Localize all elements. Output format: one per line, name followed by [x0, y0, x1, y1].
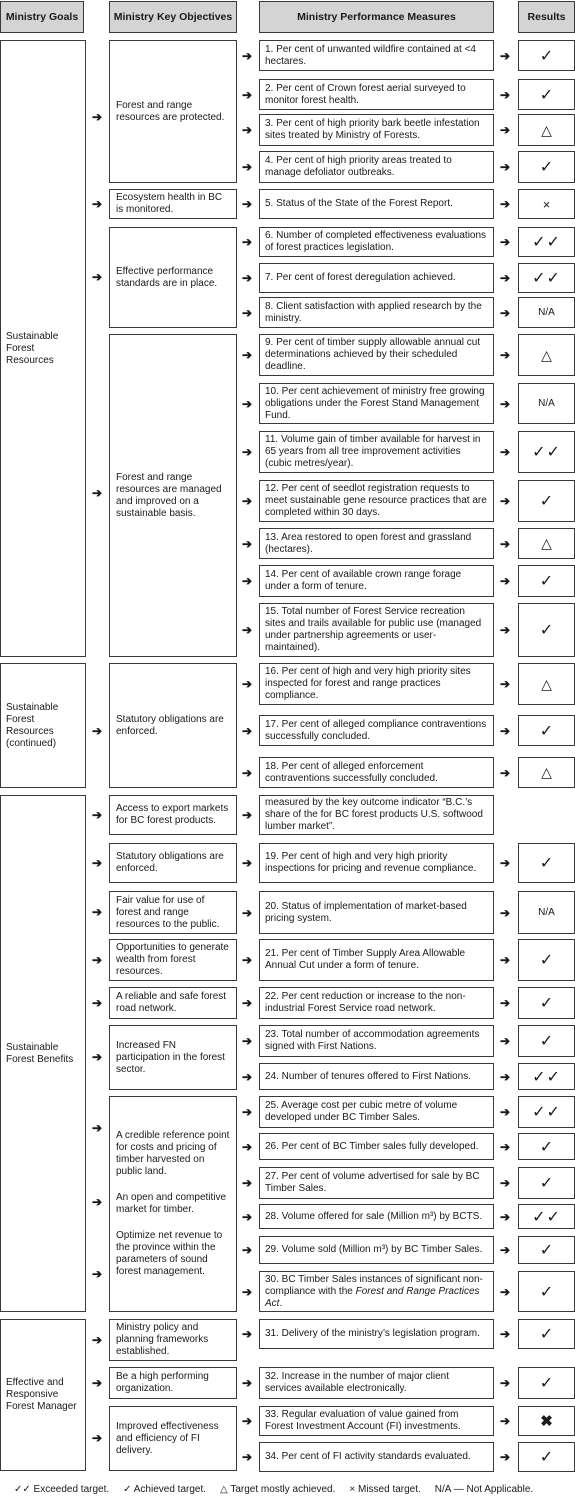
measure-text: 29. Volume sold (Million m³) by BC Timber Sales. [265, 1244, 483, 1255]
arrow-icon: ➔ [242, 271, 253, 285]
measure-row [259, 1096, 494, 1128]
arrow-icon: ➔ [500, 1105, 511, 1119]
arrow-icon: ➔ [500, 1139, 511, 1154]
bold-x-mark-icon: ✖ [540, 1413, 553, 1430]
objective-label: Fair value for use of forest and range resources to the public. [116, 894, 220, 930]
measure-text: 28. Volume offered for sale (Million m³) by BCTS. [265, 1210, 483, 1222]
exceeded-check-icon: ✓✓ [532, 1104, 561, 1121]
arrow-icon: ➔ [500, 494, 511, 508]
measure-text: 17. Per cent of alleged compliance contraventions successfully concluded. [265, 718, 487, 742]
objective-label: Effective performance standards are in place. [116, 265, 218, 289]
measure-row [259, 528, 494, 559]
result-cell [518, 1167, 575, 1199]
result-cell [518, 151, 575, 183]
arrow-icon: ➔ [500, 1327, 511, 1341]
legend-mostly: △ Target mostly achieved. [220, 1484, 336, 1495]
measure-row [259, 565, 494, 597]
measure-text: 12. Per cent of seedlot registration requests to meet sustainable gene resource practices that are completed within 30 days. [265, 483, 487, 518]
arrow-icon: ➔ [92, 1376, 103, 1390]
arrow-icon: ➔ [500, 1414, 511, 1428]
arrow-icon: ➔ [92, 1195, 103, 1209]
measure-row [259, 79, 494, 110]
arrow-icon: ➔ [92, 996, 103, 1010]
check-icon: ✓ [539, 1449, 554, 1466]
arrow-icon: ➔ [500, 1034, 511, 1048]
arrow-icon: ➔ [242, 160, 253, 174]
measure-text: 33. Regular evaluation of value gained from Forest Investment Account (FI) investments. [265, 1409, 461, 1432]
check-icon: ✓ [539, 1326, 554, 1343]
arrow-icon: ➔ [500, 1176, 511, 1190]
goal-label: Sustainable Forest Benefits [6, 1041, 74, 1065]
result-cell [518, 1204, 575, 1229]
result-cell [518, 1236, 575, 1264]
arrow-icon: ➔ [242, 445, 253, 459]
triangle-icon: △ [541, 675, 552, 692]
measure-text: 7. Per cent of forest deregulation achieved. [265, 272, 456, 283]
measure-row [259, 843, 494, 883]
arrow-icon: ➔ [242, 1243, 253, 1257]
objective-label: Optimize net revenue to the province within the parameters of sound forest management. [116, 1230, 223, 1277]
result-cell [518, 603, 575, 657]
objective-label: Opportunities to generate wealth from forest resources. [116, 942, 229, 977]
arrow-icon: ➔ [92, 1121, 103, 1135]
goal-sustainable-forest-resources [0, 40, 86, 657]
objective-box [109, 1367, 237, 1399]
arrow-icon: ➔ [92, 270, 103, 284]
arrow-icon: ➔ [242, 48, 253, 63]
arrow-icon: ➔ [242, 1105, 253, 1119]
measure-row [259, 227, 494, 257]
objective-label: Forest and range resources are protected. [116, 99, 225, 123]
result-cell [518, 189, 575, 219]
arrow-icon: ➔ [242, 1376, 253, 1390]
goal-label: Sustainable Forest Resources [6, 330, 59, 366]
measure-text: 21. Per cent of Timber Supply Area Allowable Annual Cut under a form of tenure. [265, 948, 466, 971]
arrow-icon: ➔ [92, 905, 103, 919]
header-results-label: Results [527, 10, 566, 23]
result-cell [518, 939, 575, 981]
measure-row [259, 757, 494, 788]
measure-row [259, 1367, 494, 1399]
objective-box [109, 795, 237, 835]
arrow-icon: ➔ [242, 1139, 253, 1154]
objective-box [109, 1025, 237, 1090]
check-icon: ✓ [539, 1375, 554, 1392]
triangle-icon: △ [541, 346, 552, 363]
header-goals-label: Ministry Goals [5, 10, 79, 23]
arrow-icon: ➔ [92, 1050, 103, 1064]
measure-text: 18. Per cent of alleged enforcement contraventions successfully concluded. [265, 760, 438, 784]
check-icon: ✓ [539, 159, 554, 176]
measure-row [259, 189, 494, 219]
measure-text: 26. Per cent of BC Timber sales fully developed. [265, 1140, 479, 1152]
measure-row [259, 297, 494, 328]
measure-text: 23. Total number of accommodation agreements signed with First Nations. [265, 1029, 480, 1052]
arrow-icon: ➔ [242, 1327, 253, 1341]
result-cell [518, 383, 575, 424]
arrow-icon: ➔ [242, 623, 253, 637]
arrow-icon: ➔ [242, 1284, 253, 1299]
check-icon: ✓ [539, 995, 554, 1012]
arrow-icon: ➔ [242, 536, 253, 551]
measure-text: 25. Average cost per cubic metre of volume developed under BC Timber Sales. [265, 1100, 458, 1123]
check-icon: ✓ [539, 1175, 554, 1192]
result-cell [518, 843, 575, 883]
arrow-icon: ➔ [500, 48, 511, 63]
measure-row [259, 1236, 494, 1264]
arrow-icon: ➔ [242, 723, 253, 738]
arrow-icon: ➔ [500, 536, 511, 551]
exceeded-check-icon: ✓✓ [532, 234, 561, 251]
arrow-icon: ➔ [92, 1431, 103, 1445]
check-icon: ✓ [539, 493, 554, 510]
measure-text: 9. Per cent of timber supply allowable annual cut determinations achieved by their scheduled deadline. [265, 337, 481, 372]
measure-text: 4. Per cent of high priority areas treated to manage defoliator outbreaks. [265, 155, 452, 178]
arrow-icon: ➔ [242, 677, 253, 691]
goal-label: Effective and Responsive Forest Manager [6, 1377, 77, 1412]
result-cell [518, 227, 575, 257]
na-label: N/A [538, 307, 555, 318]
measure-row [259, 1167, 494, 1199]
arrow-icon: ➔ [242, 765, 253, 780]
objective-label: Ministry policy and planning frameworks established. [116, 1322, 209, 1357]
check-icon: ✓ [539, 1283, 554, 1301]
objective-box [109, 939, 237, 981]
objective-box [109, 843, 237, 883]
objective-label: A reliable and safe forest road network. [116, 991, 227, 1014]
measure-row [259, 40, 494, 71]
measure-text: 24. Number of tenures offered to First Nations. [265, 1070, 472, 1082]
result-cell [518, 1319, 575, 1349]
result-cell [518, 1367, 575, 1399]
header-goals [0, 1, 84, 33]
arrow-icon: ➔ [242, 305, 253, 320]
measure-text: 32. Increase in the number of major client services available electronically. [265, 1371, 449, 1394]
objective-box [109, 987, 237, 1019]
measure-row [259, 480, 494, 522]
arrow-icon: ➔ [242, 1209, 253, 1224]
measure-text: 19. Per cent of high and very high priority inspections for pricing and revenue compliance. [265, 851, 477, 874]
measure-text: 30. BC Timber Sales instances of significant non-compliance with the Forest and Range Practices Act. [265, 1273, 483, 1309]
arrow-icon: ➔ [242, 348, 253, 362]
check-icon: ✓ [539, 573, 554, 590]
measure-text: 31. Delivery of the ministry’s legislation program. [265, 1328, 480, 1339]
measure-row [259, 1063, 494, 1090]
measure-text: 16. Per cent of high and very high priority sites inspected for forest and range practices compliance. [265, 666, 471, 701]
result-cell [518, 891, 575, 934]
objective-label: Be a high performing organization. [116, 1371, 209, 1394]
measure-text: 6. Number of completed effectiveness evaluations of forest practices legislation. [265, 230, 487, 253]
measure-text: measured by the key outcome indicator “B.C.’s share of the for BC forest products U.S. softwood lumber market”. [265, 797, 483, 832]
result-cell [518, 715, 575, 746]
header-objectives-label: Ministry Key Objectives [113, 10, 233, 23]
legend-missed: × Missed target. [349, 1484, 421, 1495]
arrow-icon: ➔ [500, 396, 511, 411]
arrow-icon: ➔ [500, 197, 511, 211]
arrow-icon: ➔ [500, 1450, 511, 1464]
objective-label: Statutory obligations are enforced. [116, 713, 224, 737]
legend-na: N/A — Not Applicable. [434, 1484, 534, 1495]
arrow-icon: ➔ [242, 953, 253, 967]
triangle-icon: △ [541, 764, 552, 780]
exceeded-check-icon: ✓✓ [532, 1208, 561, 1226]
measure-row [259, 715, 494, 746]
measure-text: 27. Per cent of volume advertised for sale by BC Timber Sales. [265, 1171, 480, 1194]
objective-label: Ecosystem health in BC is monitored. [116, 192, 223, 215]
arrow-icon: ➔ [500, 87, 511, 102]
measure-row [259, 939, 494, 981]
objective-box-bcts [109, 1096, 237, 1312]
result-cell [518, 431, 575, 473]
measure-row [259, 431, 494, 473]
measure-row [259, 1271, 494, 1312]
objective-label: A credible reference point for costs and pricing of timber harvested on public land. [116, 1130, 230, 1177]
result-cell [518, 334, 575, 376]
check-icon: ✓ [539, 1242, 554, 1259]
arrow-icon: ➔ [500, 623, 511, 637]
arrow-icon: ➔ [242, 808, 253, 822]
arrow-icon: ➔ [92, 197, 103, 211]
triangle-icon: △ [541, 121, 552, 138]
exceeded-check-icon: ✓✓ [532, 270, 561, 287]
goal-sustainable-forest-benefits [0, 795, 86, 1312]
arrow-icon: ➔ [500, 305, 511, 320]
arrow-icon: ➔ [242, 1069, 253, 1084]
arrow-icon: ➔ [92, 808, 103, 822]
result-cell [518, 1442, 575, 1472]
arrow-icon: ➔ [500, 1284, 511, 1299]
measure-row [259, 383, 494, 424]
arrow-icon: ➔ [500, 445, 511, 459]
arrow-icon: ➔ [242, 574, 253, 588]
arrow-icon: ➔ [92, 724, 103, 738]
goal-label: Sustainable Forest Resources (continued) [6, 701, 59, 749]
measure-text: 8. Client satisfaction with applied research by the ministry. [265, 300, 482, 324]
arrow-icon: ➔ [242, 87, 253, 102]
arrow-icon: ➔ [242, 197, 253, 211]
arrow-icon: ➔ [500, 235, 511, 249]
measure-text: 3. Per cent of high priority bark beetle infestation sites treated by Ministry of Forests. [265, 118, 480, 141]
na-label: N/A [538, 907, 555, 918]
measure-row [259, 1025, 494, 1057]
arrow-icon: ➔ [242, 235, 253, 249]
result-cell [518, 297, 575, 328]
result-cell [518, 757, 575, 788]
check-icon: ✓ [539, 47, 554, 65]
header-measures-label: Ministry Performance Measures [297, 10, 456, 23]
objective-label: Improved effectiveness and efficiency of FI delivery. [116, 1420, 219, 1456]
arrow-icon: ➔ [242, 1414, 253, 1428]
arrow-icon: ➔ [500, 905, 511, 920]
measure-row [259, 263, 494, 293]
measure-row [259, 1319, 494, 1349]
measure-row [259, 114, 494, 146]
arrow-icon: ➔ [242, 494, 253, 508]
arrow-icon: ➔ [500, 160, 511, 174]
legend-achieved: ✓ Achieved target. [123, 1484, 207, 1495]
triangle-icon: △ [541, 535, 552, 551]
objective-box [109, 40, 237, 183]
result-cell [518, 663, 575, 705]
objective-box [109, 227, 237, 328]
measure-text: 11. Volume gain of timber available for harvest in 65 years from all tree improvement activities (cubic metres/year). [265, 434, 481, 469]
arrow-icon: ➔ [242, 1034, 253, 1048]
result-cell [518, 480, 575, 522]
result-cell [518, 1406, 575, 1436]
measure-text: 20. Status of implementation of market-based pricing system. [265, 900, 467, 924]
check-icon: ✓ [539, 952, 554, 969]
measure-text: 13. Area restored to open forest and grassland (hectares). [265, 531, 472, 555]
arrow-icon: ➔ [500, 1376, 511, 1390]
exceeded-check-icon: ✓✓ [532, 1068, 561, 1086]
arrow-icon: ➔ [500, 1209, 511, 1224]
result-cell [518, 1096, 575, 1128]
goal-effective-responsive-forest-manager [0, 1319, 86, 1471]
measure-row [259, 603, 494, 657]
measure-text: 34. Per cent of FI activity standards evaluated. [265, 1451, 471, 1462]
arrow-icon: ➔ [242, 996, 253, 1010]
result-cell [518, 79, 575, 110]
header-objectives [109, 1, 237, 33]
result-cell [518, 1025, 575, 1057]
arrow-icon: ➔ [500, 765, 511, 780]
result-cell [518, 1133, 575, 1160]
arrow-icon: ➔ [500, 1243, 511, 1257]
measure-row [259, 663, 494, 705]
header-measures [259, 1, 494, 33]
result-cell [518, 114, 575, 146]
result-cell [518, 987, 575, 1019]
objective-label: Increased FN participation in the forest sector. [116, 1039, 225, 1075]
objective-box [109, 334, 237, 657]
objective-box [109, 1319, 237, 1361]
arrow-icon: ➔ [92, 953, 103, 967]
check-icon: ✓ [539, 1138, 554, 1156]
measure-row [259, 334, 494, 376]
legend-exceeded: ✓✓ Exceeded target. [14, 1484, 110, 1495]
objective-label: Statutory obligations are enforced. [116, 851, 224, 874]
measure-row [259, 151, 494, 183]
check-icon: ✓ [539, 1033, 554, 1050]
objective-box [109, 189, 237, 219]
measure-text: 15. Total number of Forest Service recreation sites and trails available for public use (managed under partnership agreements or user-maintained). [265, 606, 482, 653]
result-cell [518, 1063, 575, 1090]
objective-label: Forest and range resources are managed and improved on a sustainable basis. [116, 471, 222, 519]
objective-label: An open and competitive market for timber. [116, 1192, 227, 1215]
arrow-icon: ➔ [500, 953, 511, 967]
arrow-icon: ➔ [500, 723, 511, 738]
arrow-icon: ➔ [242, 905, 253, 920]
x-mark-icon: × [542, 196, 551, 212]
legend [0, 1484, 575, 1495]
arrow-icon: ➔ [500, 996, 511, 1010]
measure-row [259, 891, 494, 934]
measure-text: 14. Per cent of available crown range forage under a form of tenure. [265, 569, 462, 592]
result-cell [518, 263, 575, 293]
arrow-icon: ➔ [92, 110, 103, 124]
arrow-icon: ➔ [500, 348, 511, 362]
objective-box [109, 1406, 237, 1471]
header-results [518, 1, 575, 33]
arrow-icon: ➔ [92, 856, 103, 870]
arrow-icon: ➔ [92, 1333, 103, 1347]
objective-box [109, 663, 237, 788]
measure-row [259, 1406, 494, 1436]
measure-row [259, 1442, 494, 1472]
result-cell [518, 528, 575, 559]
measure-text: 10. Per cent achievement of ministry free growing obligations under the Forest Stand Management Fund. [265, 385, 485, 421]
measure-row [259, 795, 494, 835]
result-cell [518, 40, 575, 71]
na-label: N/A [538, 398, 555, 409]
measure-text: 1. Per cent of unwanted wildfire contained at <4 hectares. [265, 43, 476, 67]
arrow-icon: ➔ [500, 123, 511, 137]
check-icon: ✓ [539, 86, 554, 104]
arrow-icon: ➔ [242, 1176, 253, 1190]
measure-text: 5. Status of the State of the Forest Report. [265, 198, 453, 209]
measure-text: 2. Per cent of Crown forest aerial surveyed to monitor forest health. [265, 82, 466, 106]
arrow-icon: ➔ [242, 856, 253, 870]
check-icon: ✓ [539, 855, 554, 872]
arrow-icon: ➔ [500, 1069, 511, 1084]
arrow-icon: ➔ [500, 574, 511, 588]
arrow-icon: ➔ [500, 856, 511, 870]
objective-box [109, 891, 237, 934]
objective-label: Access to export markets for BC forest products. [116, 803, 229, 826]
arrow-icon: ➔ [500, 677, 511, 691]
result-cell [518, 1271, 575, 1312]
arrow-icon: ➔ [92, 486, 103, 500]
arrow-icon: ➔ [242, 123, 253, 137]
check-icon: ✓ [539, 622, 554, 639]
arrow-icon: ➔ [500, 271, 511, 285]
result-cell [518, 565, 575, 597]
arrow-icon: ➔ [242, 396, 253, 411]
measure-text: 22. Per cent reduction or increase to the non-industrial Forest Service road network. [265, 991, 466, 1014]
goal-sustainable-forest-resources-continued [0, 663, 86, 788]
arrow-icon: ➔ [242, 1450, 253, 1464]
exceeded-check-icon: ✓✓ [532, 444, 561, 461]
arrow-icon: ➔ [92, 1267, 103, 1281]
measure-row [259, 1204, 494, 1229]
check-icon: ✓ [539, 722, 554, 740]
measure-row [259, 987, 494, 1019]
measure-row [259, 1133, 494, 1160]
